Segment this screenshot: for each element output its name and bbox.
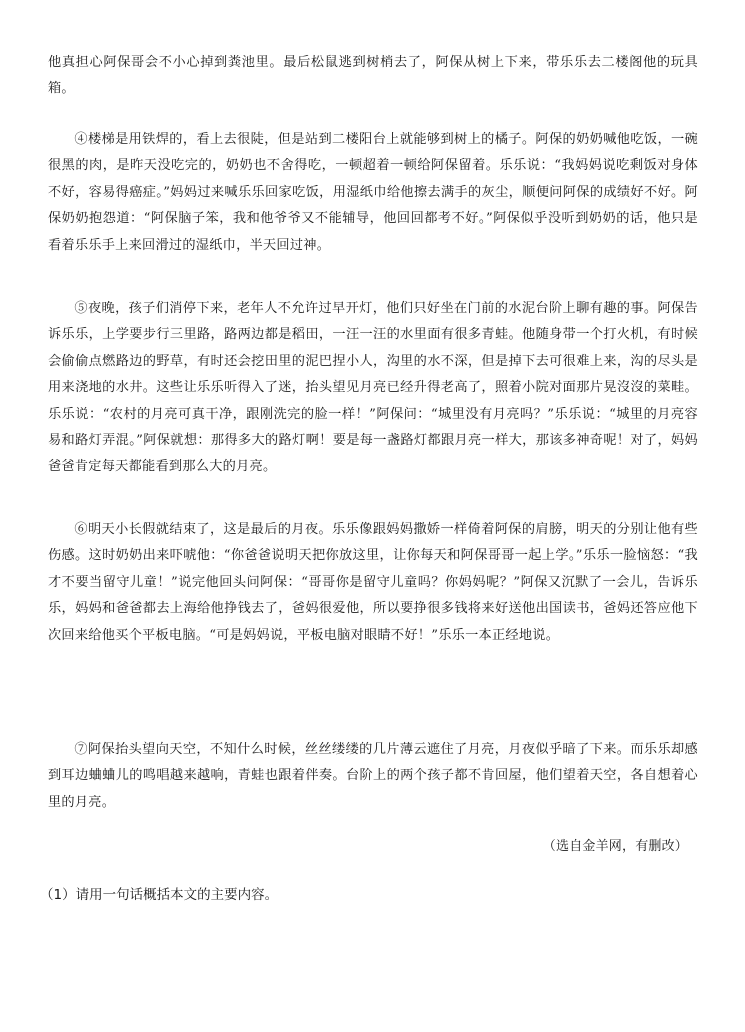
- source-citation: （选自金羊网，有删改）: [542, 839, 688, 854]
- paragraph-continuation: 他真担心阿保哥会不小心掉到粪池里。最后松鼠逃到树梢去了，阿保从树上下来，带乐乐去二楼阁他的玩具箱。: [48, 55, 698, 97]
- paragraph-7: ⑦阿保抬头望向天空，不知什么时候，丝丝缕缕的几片薄云遮住了月亮，月夜似乎暗了下来。而乐乐却感到耳边蛐蛐儿的鸣唱越来越响，青蛙也跟着伴奏。台阶上的两个孩子都不肯回屋，他们望着天空，各自想着心里的月亮。: [48, 742, 698, 810]
- question-1: （1）请用一句话概括本文的主要内容。: [40, 887, 279, 903]
- paragraph-5: ⑤夜晚，孩子们消停下来，老年人不允许过早开灯，他们只好坐在门前的水泥台阶上聊有趣的事。阿保告诉乐乐，上学要步行三里路，路两边都是稻田，一汪一汪的水里面有很多青蛙。他随身带一个打火机，有时候会偷偷点燃路边的野草，有时还会挖田里的泥巴捏小人，沟里的水不深，但是掉下去可很难上来，沟的尽头是用来浇地的水井。这些让乐乐听得入了迷，抬头望见月亮已经升得老高了，照着小院对面那片晃沒沒的菜畦。乐乐说：“农村的月亮可真干净，跟刚洗完的脸一样！”阿保问：“城里没有月亮吗？”乐乐说：“城里的月亮容易和路灯弄混。”阿保就想：那得多大的路灯啊！要是每一盏路灯都跟月亮一样大，那该多神奇呢！对了，妈妈爸爸肯定每天都能看到那么大的月亮。: [48, 301, 698, 475]
- paragraph-6: ⑥明天小长假就结束了，这是最后的月夜。乐乐像跟妈妈撒娇一样倚着阿保的肩膀，明天的分别让他有些伤感。这时奶奶出来吓唬他：“你爸爸说明天把你放这里，让你每天和阿保哥哥一起上学。”乐乐一脸恼怒：“我才不要当留守儿童！”说完他回头问阿保：“哥哥你是留守儿童吗？你妈妈呢？”阿保又沉默了一会儿，告诉乐乐，妈妈和爸爸都去上海给他挣钱去了，爸妈很爱他，所以要挣很多钱将来好送他出国读书，爸妈还答应他下次回来给他买个平板电脑。“可是妈妈说，平板电脑对眼睛不好！”乐乐一本正经地说。: [48, 522, 698, 643]
- paragraph-4: ④楼梯是用铁焊的，看上去很陡，但是站到二楼阳台上就能够到树上的橘子。阿保的奶奶喊他吃饭，一碗很黑的肉，是昨天没吃完的，奶奶也不舍得吃，一顿超着一顿给阿保留着。乐乐说：“我妈妈说吃剩饭对身体不好，容易得癌症。”妈妈过来喊乐乐回家吃饭，用湿纸巾给他擦去满手的灰尘，顺便问阿保的成绩好不好。阿保奶奶抱怨道：“阿保脑子笨，我和他爷爷又不能辅导，他回回都考不好。”阿保似乎没听到奶奶的话，他只是看着乐乐手上来回滑过的湿纸巾，半天回过神。: [48, 132, 698, 253]
